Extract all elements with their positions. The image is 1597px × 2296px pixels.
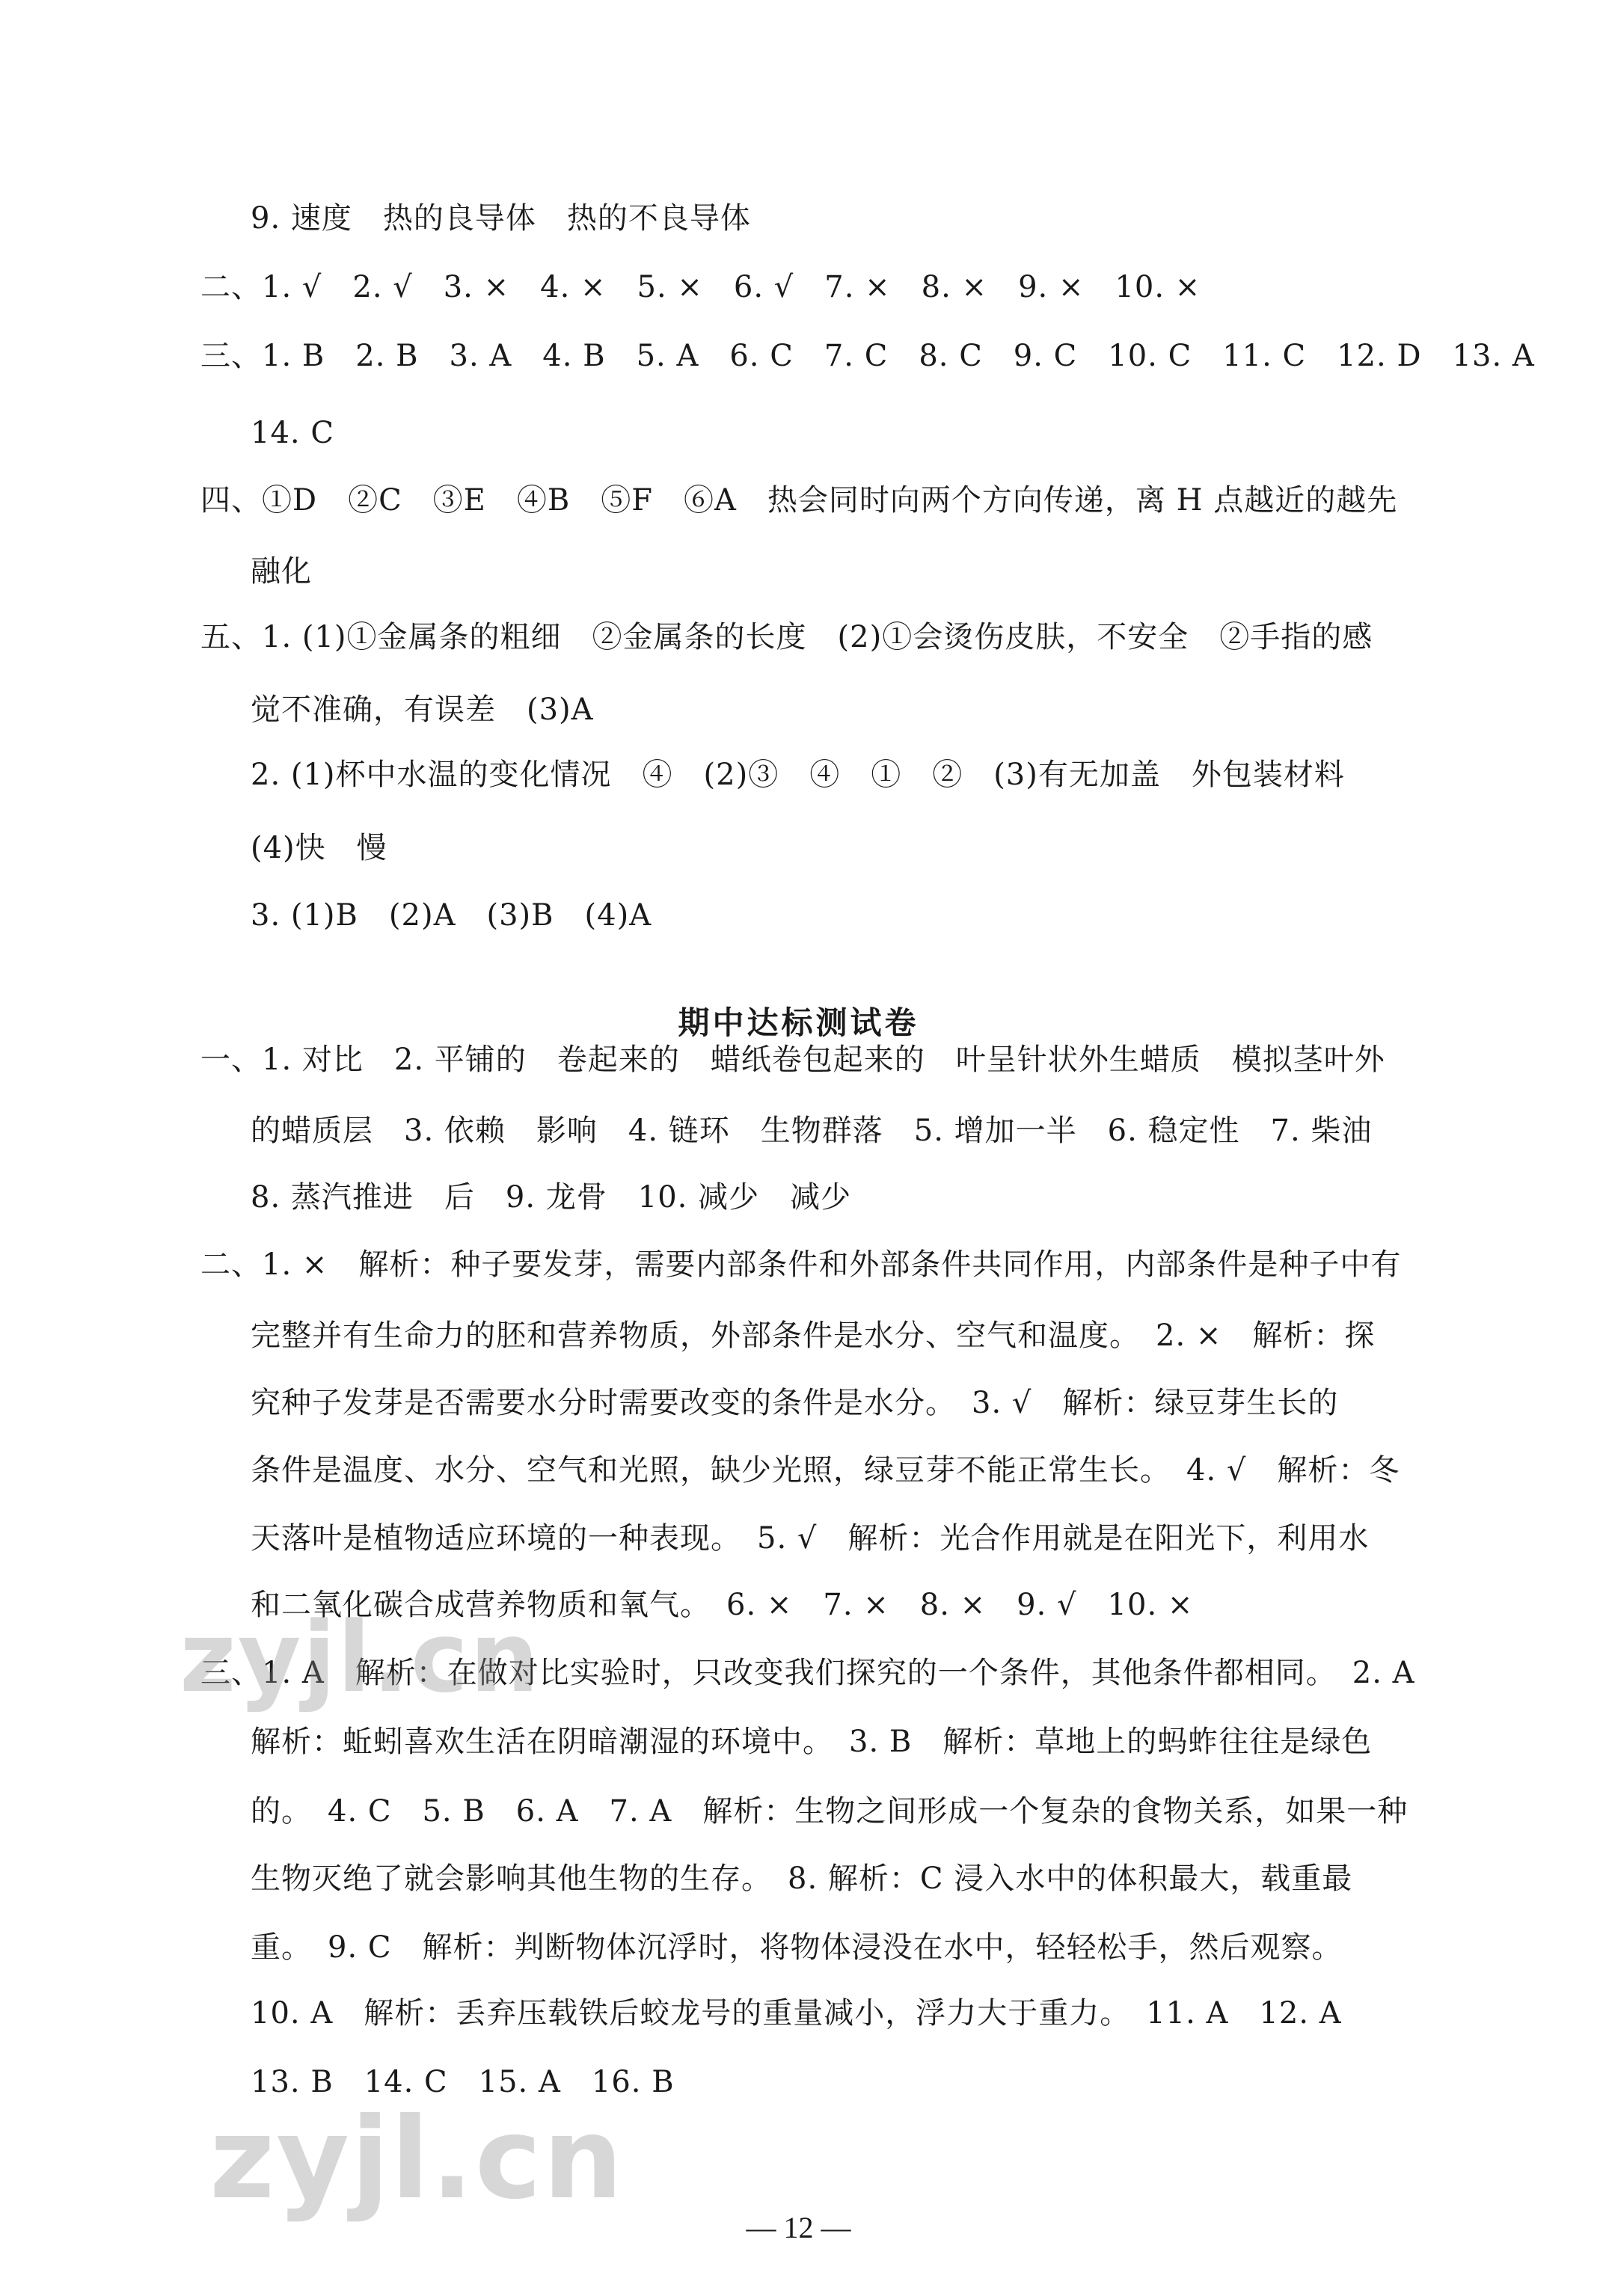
text-line: 14. C bbox=[251, 416, 334, 450]
text-line: 9. 速度 热的良导体 热的不良导体 bbox=[251, 201, 751, 236]
text-line: 究种子发芽是否需要水分时需要改变的条件是水分。 3. √ 解析：绿豆芽生长的 bbox=[251, 1386, 1339, 1420]
text-line: 三、1. B 2. B 3. A 4. B 5. A 6. C 7. C 8. C 9. C 10. C 11. C 12. D 13. A bbox=[200, 339, 1535, 373]
text-line: 融化 bbox=[251, 554, 312, 589]
watermark: zyjl.cn bbox=[180, 1600, 541, 1714]
text-line: 天落叶是植物适应环境的一种表现。 5. √ 解析：光合作用就是在阳光下，利用水 bbox=[251, 1521, 1370, 1556]
text-line: 一、1. 对比 2. 平铺的 卷起来的 蜡纸卷包起来的 叶呈针状外生蜡质 模拟茎叶外 bbox=[200, 1043, 1385, 1077]
text-line: 的。 4. C 5. B 6. A 7. A 解析：生物之间形成一个复杂的食物关系，如果一种 bbox=[251, 1794, 1409, 1829]
text-line: 三、1. A 解析：在做对比实验时，只改变我们探究的一个条件，其他条件都相同。 2. A bbox=[200, 1656, 1415, 1690]
text-line: 解析：蚯蚓喜欢生活在阴暗潮湿的环境中。 3. B 解析：草地上的蚂蚱往往是绿色 bbox=[251, 1725, 1373, 1759]
text-line: 觉不准确，有误差 (3)A bbox=[251, 693, 594, 727]
watermark: zyjl.cn bbox=[209, 2094, 625, 2224]
text-line: 二、1. √ 2. √ 3. × 4. × 5. × 6. √ 7. × 8. × 9. × 10. × bbox=[200, 270, 1201, 304]
text-line: 重。 9. C 解析：判断物体沉浮时，将物体浸没在水中，轻轻松手，然后观察。 bbox=[251, 1930, 1343, 1965]
text-line: 10. A 解析：丢弃压载铁后蛟龙号的重量减小，浮力大于重力。 11. A 12. A bbox=[251, 1996, 1342, 2031]
text-line: 条件是温度、水分、空气和光照，缺少光照，绿豆芽不能正常生长。 4. √ 解析：冬 bbox=[251, 1453, 1400, 1488]
text-line: 3. (1)B (2)A (3)B (4)A bbox=[251, 898, 652, 933]
text-line: 的蜡质层 3. 依赖 影响 4. 链环 生物群落 5. 增加一半 6. 稳定性 7. 柴油 bbox=[251, 1114, 1373, 1148]
text-line: 四、①D ②C ③E ④B ⑤F ⑥A 热会同时向两个方向传递，离 H 点越近的越先 bbox=[200, 483, 1398, 518]
text-line: (4)快 慢 bbox=[251, 831, 387, 865]
text-line: 生物灭绝了就会影响其他生物的生存。 8. 解析：C 浸入水中的体积最大，载重最 bbox=[251, 1861, 1353, 1896]
section-title: 期中达标测试卷 bbox=[678, 1004, 919, 1041]
text-line: 五、1. (1)①金属条的粗细 ②金属条的长度 (2)①会烫伤皮肤，不安全 ②手指的感 bbox=[200, 620, 1373, 654]
text-line: 2. (1)杯中水温的变化情况 ④ (2)③ ④ ① ② (3)有无加盖 外包装材料 bbox=[251, 758, 1345, 792]
text-line: 二、1. × 解析：种子要发芽，需要内部条件和外部条件共同作用，内部条件是种子中有 bbox=[200, 1247, 1402, 1282]
page-number: — 12 — bbox=[746, 2211, 851, 2244]
text-line: 8. 蒸汽推进 后 9. 龙骨 10. 减少 减少 bbox=[251, 1180, 852, 1215]
text-line: 完整并有生命力的胚和营养物质，外部条件是水分、空气和温度。 2. × 解析：探 bbox=[251, 1319, 1376, 1353]
text-line: 13. B 14. C 15. A 16. B bbox=[251, 2065, 675, 2099]
text-line: 和二氧化碳合成营养物质和氧气。 6. × 7. × 8. × 9. √ 10. × bbox=[251, 1588, 1194, 1622]
